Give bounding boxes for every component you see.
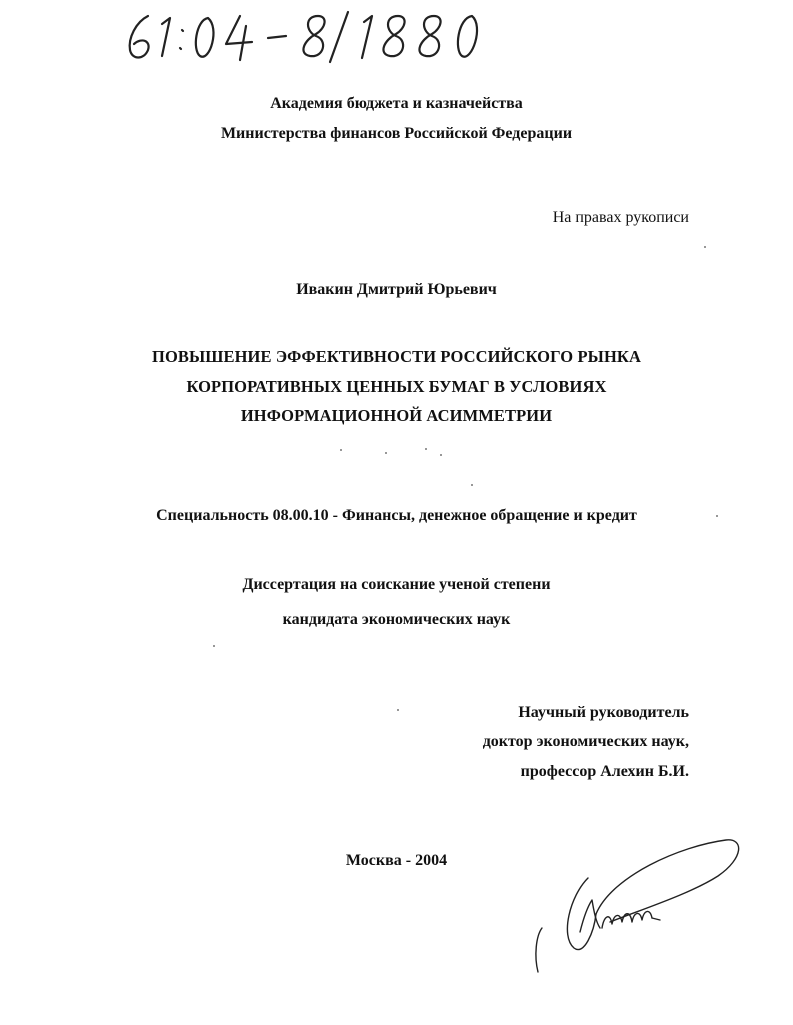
author-name: Ивакин Дмитрий Юрьевич — [296, 281, 497, 298]
dissertation-line-1: Диссертация на соискание ученой степени — [242, 576, 551, 593]
scan-speck — [340, 449, 342, 451]
scan-speck — [425, 448, 427, 450]
signature — [530, 836, 750, 976]
scan-speck — [213, 645, 215, 647]
institution-line-2: Министерства финансов Российской Федерации — [220, 125, 573, 142]
advisor-degree: доктор экономических наук, — [482, 733, 689, 750]
manuscript-rights-note: На правах рукописи — [552, 209, 689, 226]
advisor-role: Научный руководитель — [518, 704, 689, 721]
specialty-line: Специальность 08.00.10 - Финансы, денежное обращение и кредит — [156, 507, 637, 524]
institution-line-1: Академия бюджета и казначейства — [270, 95, 523, 112]
scan-speck — [397, 709, 399, 711]
scan-speck — [385, 452, 387, 454]
city-year: Москва - 2004 — [345, 852, 448, 869]
scan-speck — [704, 246, 706, 248]
scan-speck — [440, 454, 442, 456]
advisor-name: профессор Алехин Б.И. — [520, 763, 689, 780]
scan-speck — [471, 484, 473, 486]
thesis-title-line-2: КОРПОРАТИВНЫХ ЦЕННЫХ БУМАГ В УСЛОВИЯХ — [186, 377, 607, 396]
scan-speck — [716, 515, 718, 517]
handwritten-archive-number — [118, 4, 518, 66]
thesis-title-line-3: ИНФОРМАЦИОННОЙ АСИММЕТРИИ — [240, 406, 553, 425]
dissertation-line-2: кандидата экономических наук — [282, 611, 511, 628]
thesis-title-line-1: ПОВЫШЕНИЕ ЭФФЕКТИВНОСТИ РОССИЙСКОГО РЫНКА — [152, 347, 641, 366]
